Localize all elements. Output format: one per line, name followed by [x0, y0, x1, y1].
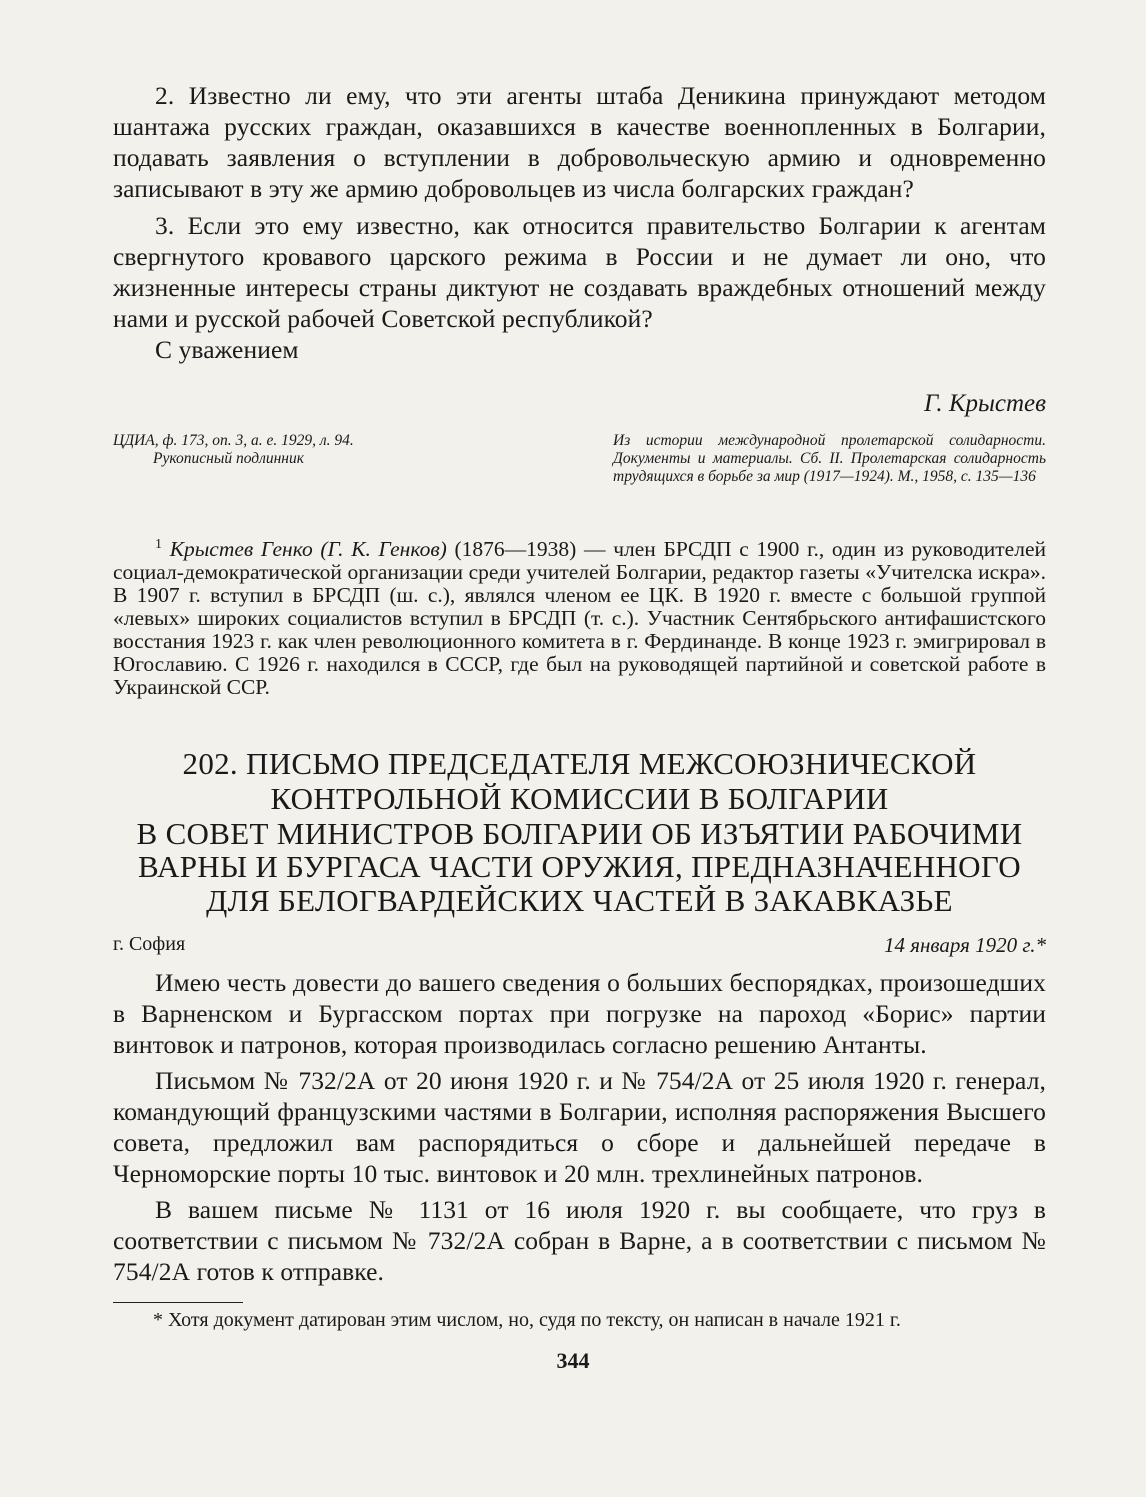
letter-date: 14 января 1920 г.* — [883, 933, 1046, 957]
letter-place: г. София — [113, 933, 186, 955]
page-number: 344 — [556, 1348, 590, 1373]
publication-source: Из истории международной пролетарской солидарности. Документы и материалы. Сб. II. Пролетарская солидарность трудящихся в борьбе за мир (1917—1924). М., 1958, с. 135—136 — [613, 432, 1046, 485]
letter-paragraph-3: В вашем письме № 1131 от 16 июля 1920 г. вы сообщаете, что груз в соответствии с письмом № 732/2А собран в Варне, а в соответствии с письмом № 754/2А готов к отправке. — [113, 1195, 1046, 1286]
letter-paragraph-1: Имею честь довести до вашего сведения о больших беспорядках, произошедших в Варненском и Бургасском портах при погрузке на пароход «Борис» партии винтовок и патронов, которая производилась согласно решению Антанты. — [113, 968, 1046, 1059]
heading-line-5: ДЛЯ БЕЛОГВАРДЕЙСКИХ ЧАСТЕЙ В ЗАКАВКАЗЬЕ — [206, 883, 953, 918]
footnote-person: Крыстев Генко (Г. К. Генков) — [169, 537, 447, 561]
heading-line-1: 202. ПИСЬМО ПРЕДСЕДАТЕЛЯ МЕЖСОЮЗНИЧЕСКОЙ — [182, 746, 977, 781]
closing-text: С уважением — [155, 335, 299, 364]
archive-note: Рукописный подлинник — [153, 450, 304, 467]
footnote-1 — [113, 538, 1046, 699]
letter-footnote: * Хотя документ датирован этим числом, но, судя по тексту, он написан в начале 1921 г. — [153, 1309, 901, 1331]
body-text-top — [113, 80, 1046, 365]
heading-line-3: В СОВЕТ МИНИСТРОВ БОЛГАРИИ ОБ ИЗЪЯТИИ РАБОЧИМИ — [136, 816, 1023, 851]
archive-ref: ЦДИА, ф. 173, оп. 3, а. е. 1929, л. 94. — [113, 432, 354, 449]
signature: Г. Крыстев — [924, 390, 1046, 417]
letter-body — [113, 967, 1046, 1287]
footnote-text: (1876—1938) — член БРСДП с 1900 г., один из руководителей социал-демократической организации среди учителей Болгарии, редактор газеты «Учителска искра». В 1907 г. вступил в БРСДП (ш. с.), являлся членом ее ЦК. В 1920 г. вместе с большой группой «левых» широких социалистов вступил в БРСДП (т. с.). Участник Сентябрьского антифашистского восстания 1923 г. как член революционного комитета в г. Фердинанде. В конце 1923 г. эмигрировал в Югославию. С 1926 г. находился в СССР, где был на руководящей партийной и советской работе в Украинской ССР. — [113, 537, 1046, 699]
archive-source — [113, 432, 533, 468]
letter-footnote-block — [113, 1308, 1046, 1332]
paragraph-question-2: 2. Известно ли ему, что эти агенты штаба Деникина принуждают методом шантажа русских граждан, оказавшихся в качестве военнопленных в Болгарии, подавать заявления о вступлении в добровольческую армию и одновременно записывают в эту же армию добровольцев из числа болгарских граждан? — [113, 81, 1046, 203]
footnote-divider — [113, 1302, 243, 1303]
heading-line-4: ВАРНЫ И БУРГАСА ЧАСТИ ОРУЖИЯ, ПРЕДНАЗНАЧЕННОГО — [138, 849, 1021, 884]
paragraph-question-3: 3. Если это ему известно, как относится правительство Болгарии к агентам свергнутого кровавого царского режима в России и не думает ли оно, что жизненные интересы страны диктуют не создавать враждебных отношений между нами и русской рабочей Советской республикой? — [113, 211, 1046, 333]
footnote-block — [113, 538, 1046, 699]
heading-line-2: КОНТРОЛЬНОЙ КОМИССИИ В БОЛГАРИИ — [270, 781, 889, 816]
footnote-marker: 1 — [155, 536, 162, 552]
letter-paragraph-2: Письмом № 732/2А от 20 июня 1920 г. и № 754/2А от 25 июля 1920 г. генерал, командующий французскими частями в Болгарии, исполняя распоряжения Высшего совета, предложил вам распорядиться о сборе и дальнейшей передаче в Черноморские порты 10 тыс. винтовок и 20 млн. трехлинейных патронов. — [113, 1066, 1046, 1188]
